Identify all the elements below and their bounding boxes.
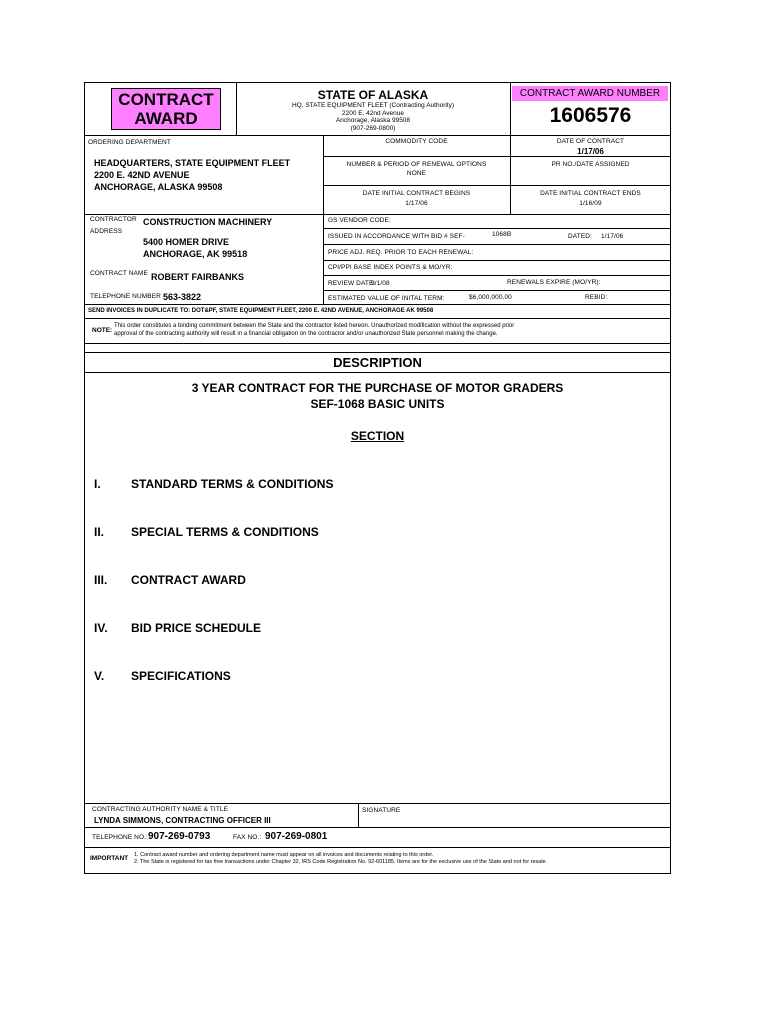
section-num: III. [94,573,108,587]
divider [84,214,671,215]
renewal-label: NUMBER & PERIOD OF RENEWAL OPTIONS [346,161,487,168]
contractor-address [143,236,247,260]
contractor-telephone: 563-3822 [163,292,202,302]
telephone-no-value: 907-269-0793 [148,831,211,842]
important-note1: 1. Contract award number and ordering department name must appear on all invoices and documents relating to this order. [134,852,434,858]
divider [84,372,671,373]
divider [84,304,671,305]
date-begins-label: DATE INITIAL CONTRACT BEGINS [362,190,471,197]
contractor-label: CONTRACTOR [90,216,137,223]
section-num: IV. [94,621,108,635]
note-label: NOTE: [92,327,113,334]
rebid-label: REBID: [585,294,608,301]
section-num: V. [94,669,105,683]
price-adj: PRICE ADJ. REQ. PRIOR TO EACH RENEWAL: [328,249,474,256]
fax-no-value: 907-269-0801 [265,831,328,842]
divider [84,803,671,804]
description-title-line1: 3 YEAR CONTRACT FOR THE PURCHASE OF MOTOR GRADERS [191,381,564,395]
description-heading: DESCRIPTION [333,355,422,370]
estimated-value-label: ESTIMATED VALUE OF INITAL TERM: [328,295,445,302]
section-item [94,621,261,635]
contract-name-label: CONTRACT NAME [90,270,148,277]
dated-label: DATED: [568,233,592,240]
gs-vendor-code: GS VENDOR CODE: [328,217,391,224]
description-title [84,380,671,412]
section-item [94,525,319,539]
divider [323,156,671,157]
section-text: CONTRACT AWARD [131,573,246,587]
important-notes [134,852,547,866]
award-number-label: CONTRACT AWARD NUMBER [512,86,668,101]
review-date-label: REVIEW DATE: [328,280,376,287]
ordering-line3: ANCHORAGE, ALASKA 99508 [94,182,223,192]
date-ends-value: 1/16/09 [579,200,602,207]
renewal-value: NONE [406,170,427,177]
section-text: STANDARD TERMS & CONDITIONS [131,477,334,491]
divider [84,847,671,848]
divider [84,135,671,136]
estimated-value: $6,000,000.00 [469,294,512,301]
fax-no-label: FAX NO.: [233,834,262,841]
authority-label: CONTRACTING AUTHORITY NAME & TITLE [92,806,229,813]
divider [323,290,671,291]
section-item [94,573,246,587]
divider [323,275,671,276]
contractor-name: CONSTRUCTION MACHINERY [143,217,273,227]
important-label: IMPORTANT [90,855,129,862]
ordering-department-address [94,157,290,193]
divider [358,803,359,827]
divider [84,352,671,353]
contractor-address1: 5400 HOMER DRIVE [143,237,230,247]
issued-label: ISSUED IN ACCORDANCE WITH BID # SEF- [328,233,465,240]
divider [84,827,671,828]
contract-name: ROBERT FAIRBANKS [151,272,245,282]
note-text [114,323,514,338]
section-item [94,477,333,491]
telephone-label: TELEPHONE NUMBER [90,293,161,300]
important-note2: 2. The State is registered for tax free transactions under Chapter 32, IRS Code Registration No. 92-601185. Items are for the exclusive use of the State and not for resale. [134,859,548,865]
commodity-code-label: COMMODITY CODE [385,138,448,145]
note-line1: This order constitutes a binding commitment between the State and the contractor listed hereon. Unauthorized modification without the expressed prior [114,323,515,329]
divider [323,185,671,186]
contract-award-title-line1: CONTRACT [118,90,214,109]
issued-value: 1068B [492,231,512,238]
authority-line1: HQ, STATE EQUIPMENT FLEET (Contracting Authority) [291,102,455,109]
address-label: ADDRESS [90,228,123,235]
date-ends-label: DATE INITIAL CONTRACT ENDS [540,190,641,197]
contract-award-title-line2: AWARD [134,109,198,128]
divider [323,228,671,229]
signature-label: SIGNATURE [362,807,401,814]
dated-value: 1/17/06 [601,233,624,240]
divider [84,343,671,344]
authority-line3: Anchorage, Alaska 99508 [335,117,411,124]
section-text: SPECIAL TERMS & CONDITIONS [131,525,319,539]
divider [323,244,671,245]
date-of-contract-label: DATE OF CONTRACT [556,138,625,145]
section-text: BID PRICE SCHEDULE [131,621,262,635]
telephone-no-label: TELEPHONE NO.: [92,834,148,841]
send-invoices: SEND INVOICES IN DUPLICATE TO: DOT&PF, STATE EQUIPMENT FLEET, 2200 E. 42ND AVENUE, ANCHORAGE AK 99508 [88,308,434,314]
state-title: STATE OF ALASKA [317,88,429,102]
section-text: SPECIFICATIONS [131,669,231,683]
contract-award-box [111,88,221,130]
award-number: 1606576 [549,104,632,127]
authority-line4: (907-269-0800) [350,124,396,132]
authority-block [236,102,510,132]
renewals-expire: RENEWALS EXPIRE (MO/YR): [507,279,601,286]
section-item [94,669,231,683]
ordering-department-label: ORDERING DEPARTMENT [88,139,171,146]
authority-line2: 2200 E. 42nd Avenue [341,109,405,117]
divider [84,318,671,319]
divider [323,260,671,261]
contractor-address2: ANCHORAGE, AK 99518 [143,249,248,259]
section-num: I. [94,477,101,491]
ordering-line1: HEADQUARTERS, STATE EQUIPMENT FLEET [94,158,291,168]
description-title-line2: SEF-1068 BASIC UNITS [310,397,445,411]
review-date-value: 9/1/08 [371,280,390,287]
date-of-contract-value: 1/17/06 [577,147,604,156]
note-line2: approval of the contracting authority will result in a financial obligation on the contractor and/or unauthorized State personnel making the change. [114,330,498,337]
section-num: II. [94,525,105,539]
section-heading: SECTION [350,429,405,443]
date-begins-value: 1/17/06 [405,200,428,207]
ordering-line2: 2200 E. 42ND AVENUE [94,170,190,180]
pr-number-label: PR NO./DATE ASSIGNED [551,161,630,168]
authority-value: LYNDA SIMMONS, CONTRACTING OFFICER III [94,816,271,825]
cpi-index: CPI/PPI BASE INDEX POINTS & MO/YR: [328,264,453,271]
